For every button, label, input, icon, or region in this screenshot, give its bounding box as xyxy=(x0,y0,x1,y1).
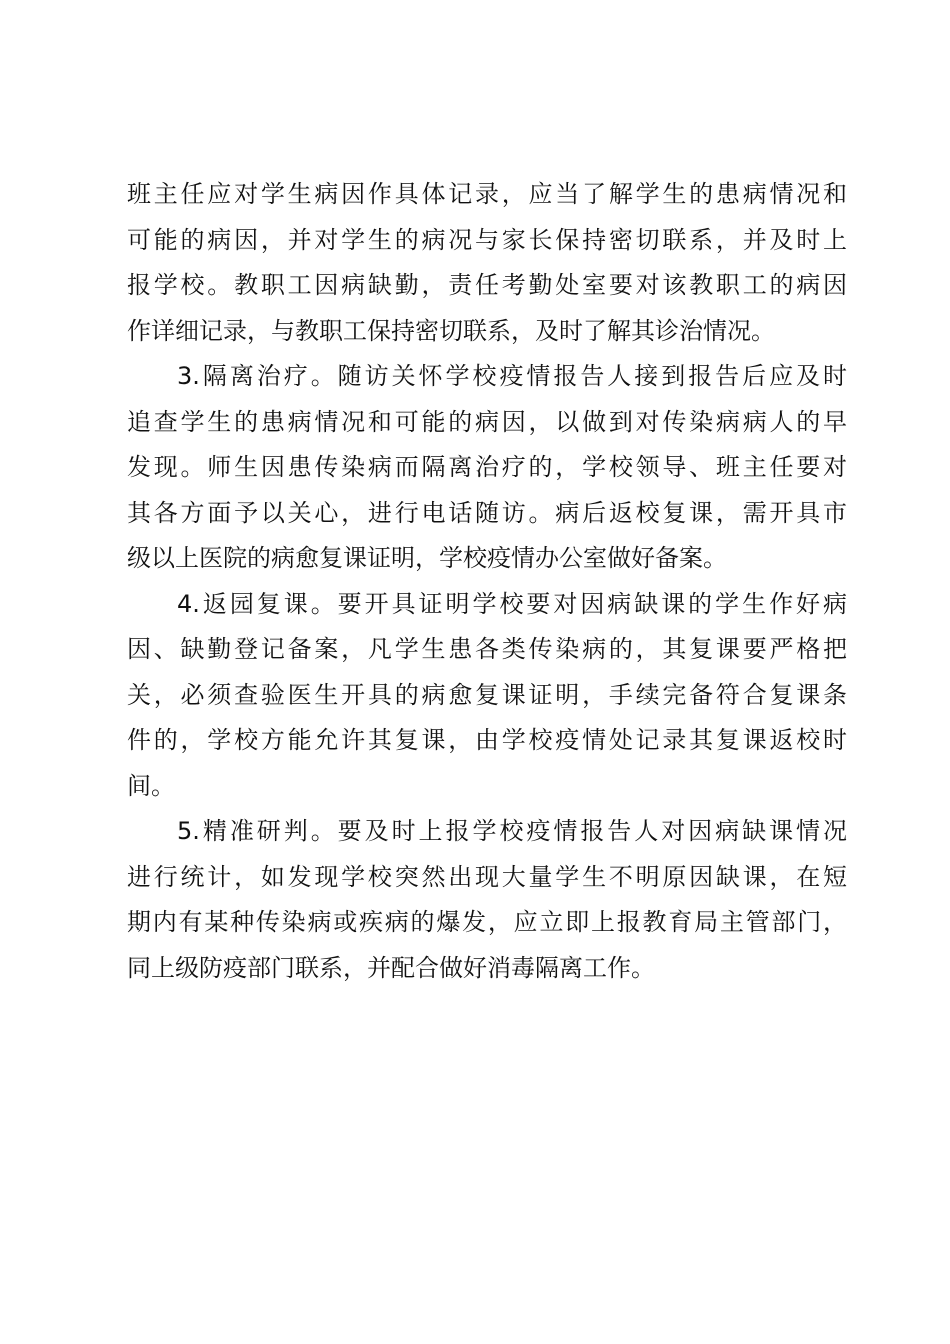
text-line: 班主任应对学生病因作具体记录，应当了解学生的患病情况和 xyxy=(127,180,847,208)
text-line: 可能的病因，并对学生的病况与家长保持密切联系，并及时上 xyxy=(127,225,847,254)
text-line: 发现。师生因患传染病而隔离治疗的，学校领导、班主任要对 xyxy=(127,453,847,481)
text-line: 同上级防疫部门联系，并配合做好消毒隔离工作。 xyxy=(127,953,655,982)
paragraph-return-to-class xyxy=(127,582,847,810)
text-line: 报学校。教职工因病缺勤，责任考勤处室要对该教职工的病因 xyxy=(127,271,847,299)
text-line: 5.精准研判。要及时上报学校疫情报告人对因病缺课情况 xyxy=(177,817,847,845)
text-line: 作详细记录，与教职工保持密切联系，及时了解其诊治情况。 xyxy=(127,316,775,345)
text-line: 级以上医院的病愈复课证明，学校疫情办公室做好备案。 xyxy=(127,544,727,572)
text-line: 进行统计，如发现学校突然出现大量学生不明原因缺课，在短 xyxy=(127,862,847,891)
paragraph-isolation-treatment xyxy=(127,354,847,582)
paragraph-continuation xyxy=(127,172,847,354)
text-line: 3.隔离治疗。随访关怀学校疫情报告人接到报告后应及时 xyxy=(177,362,847,390)
text-line: 因、缺勤登记备案，凡学生患各类传染病的，其复课要严格把 xyxy=(127,635,847,663)
document-body xyxy=(127,172,847,991)
text-line: 其各方面予以关心，进行电话随访。病后返校复课，需开具市 xyxy=(127,498,847,527)
text-line: 关，必须查验医生开具的病愈复课证明，手续完备符合复课条 xyxy=(127,680,847,709)
text-line: 期内有某种传染病或疾病的爆发，应立即上报教育局主管部门， xyxy=(127,908,847,936)
paragraph-precise-analysis xyxy=(127,809,847,991)
text-line: 件的，学校方能允许其复课，由学校疫情处记录其复课返校时 xyxy=(127,726,847,754)
text-line: 4.返园复课。要开具证明学校要对因病缺课的学生作好病 xyxy=(177,589,847,618)
text-line: 间。 xyxy=(127,771,175,800)
text-line: 追查学生的患病情况和可能的病因，以做到对传染病病人的早 xyxy=(127,407,847,436)
